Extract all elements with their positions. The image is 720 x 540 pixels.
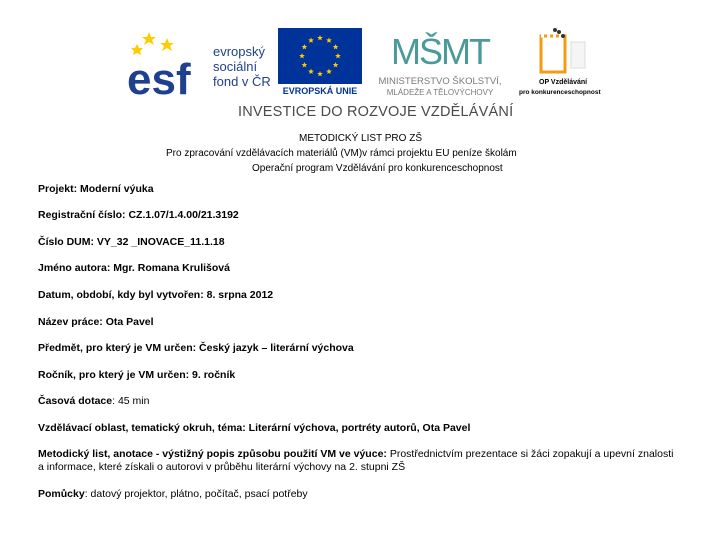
- field-registracni-cislo: Registrační číslo: CZ.1.07/1.4.00/21.3192: [38, 209, 239, 221]
- logo-bar: [0, 0, 720, 130]
- field-rocnik: Ročník, pro který je VM určen: 9. ročník: [38, 369, 236, 381]
- field-metodicky-list: Metodický list, anotace - výstižný popis způsobu použití VM ve výuce: Prostřednictvím prezentace si žáci zopakují a upevní znalosti a informace, které získali o autorovi v průběhu literární výchovy na 2. stupni ZŠ: [38, 448, 674, 473]
- investice-banner: INVESTICE DO ROZVOJE VZDĚLÁVÁNÍ: [238, 104, 514, 120]
- esf-text-2: sociální: [213, 59, 258, 74]
- field-nazev-prace: Název práce: Ota Pavel: [38, 316, 154, 328]
- field-vzdelavaci-oblast: Vzdělávací oblast, tematický okruh, téma: Literární výchova, portréty autorů, Ota Pavel: [38, 422, 471, 434]
- field-casova-dotace: Časová dotace: 45 min: [38, 395, 150, 407]
- field-datum: Datum, období, kdy byl vytvořen: 8. srpna 2012: [38, 289, 274, 301]
- field-projekt: Projekt: Moderní výuka: [38, 183, 154, 195]
- eu-flag-logo: [278, 28, 362, 96]
- header-program: Operační program Vzdělávání pro konkurenceschopnost: [252, 163, 503, 174]
- op-text-2: pro konkurenceschopnost: [519, 89, 601, 96]
- msmt-mark: MŠMT: [391, 31, 489, 72]
- field-jmeno-autora: Jméno autora: Mgr. Romana Krulišová: [38, 262, 230, 274]
- msmt-text-2: MLÁDEŽE A TĚLOVÝCHOVY: [386, 88, 494, 97]
- esf-mark: esf: [127, 55, 191, 104]
- eu-text: EVROPSKÁ UNIE: [282, 86, 358, 96]
- document-title: METODICKÝ LIST PRO ZŠ: [299, 133, 422, 144]
- field-pomucky: Pomůcky: datový projektor, plátno, počítač, psací potřeby: [38, 488, 308, 500]
- msmt-logo: [368, 24, 513, 100]
- msmt-text-1: MINISTERSTVO ŠKOLSTVÍ,: [378, 76, 502, 87]
- op-vzdelavani-logo: [519, 28, 601, 98]
- esf-text-1: evropský: [213, 44, 266, 59]
- field-cislo-dum: Číslo DUM: VY_32 _INOVACE_11.1.18: [38, 236, 225, 248]
- field-predmet: Předmět, pro který je VM určen: Český jazyk – literární výchova: [38, 342, 354, 354]
- esf-text-3: fond v ČR: [213, 74, 271, 89]
- header-subtitle: Pro zpracování vzdělávacích materiálů (VM)v rámci projektu EU peníze školám: [166, 148, 517, 159]
- esf-logo: [127, 28, 271, 104]
- op-text-1: OP Vzdělávání: [539, 79, 588, 86]
